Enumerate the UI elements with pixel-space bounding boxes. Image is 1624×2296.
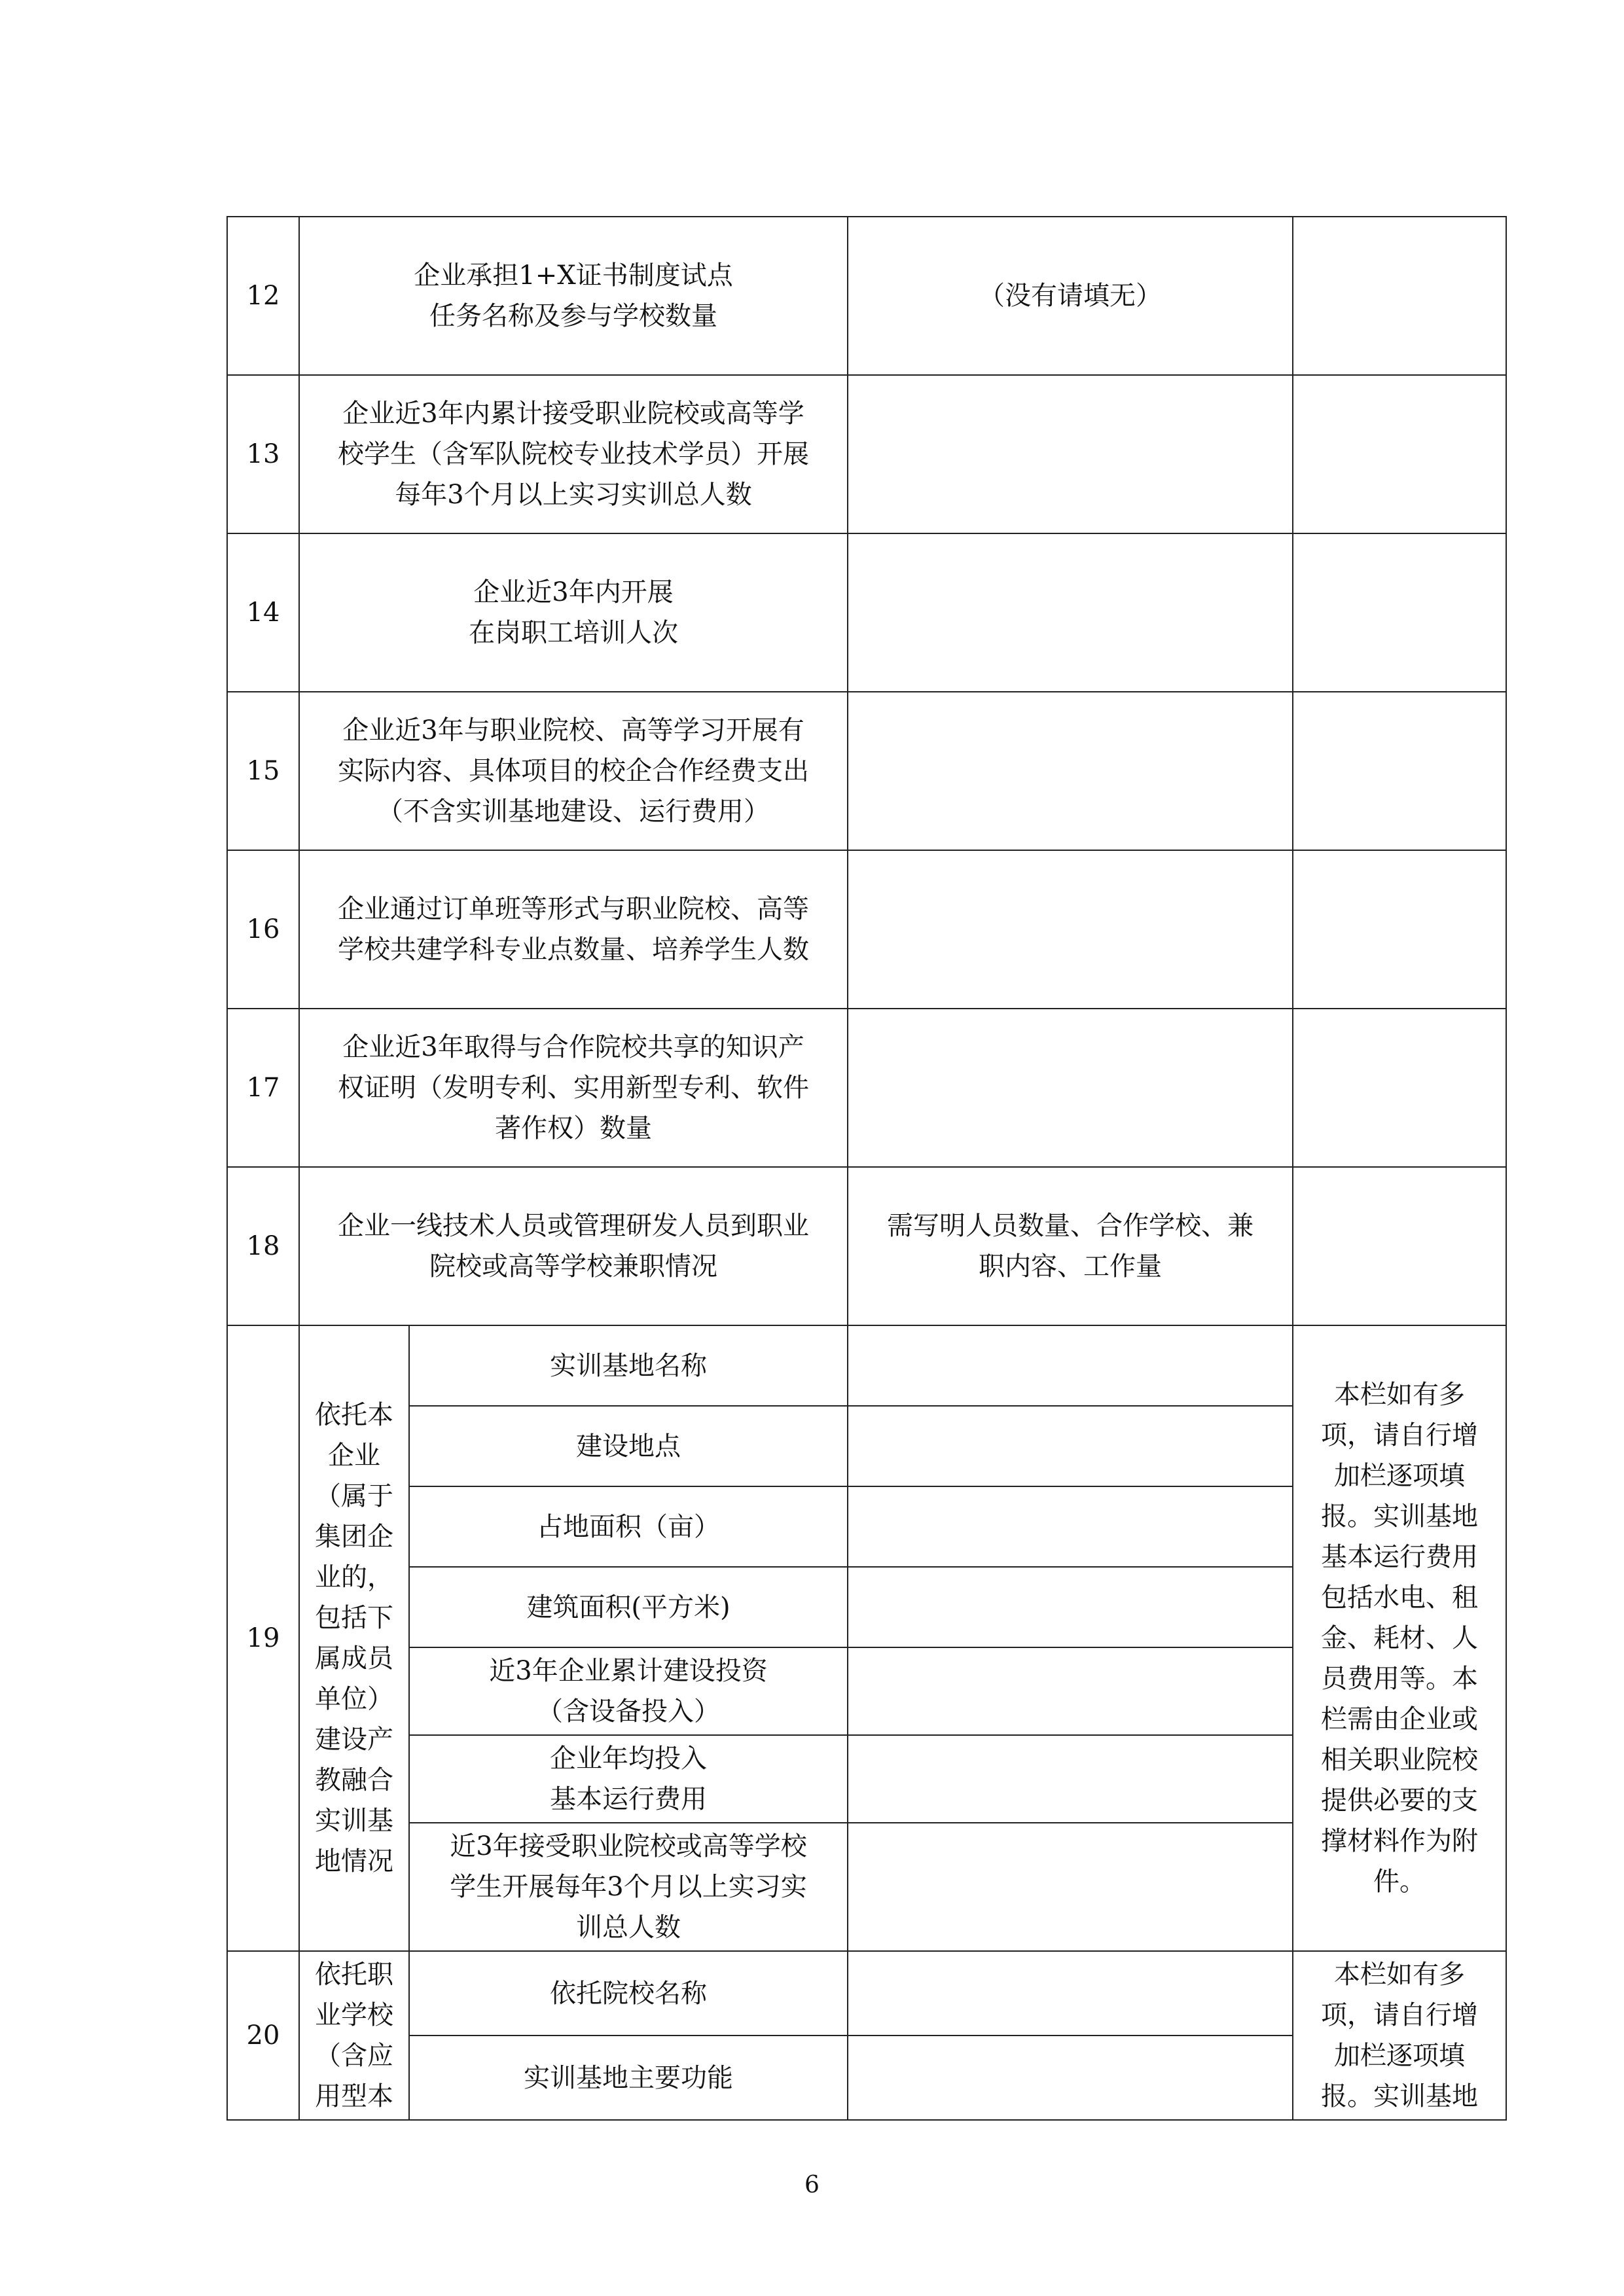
note-cell[interactable] [1293, 850, 1506, 1009]
table-row [227, 1325, 1506, 1406]
value-cell[interactable] [848, 1486, 1293, 1567]
item-label: 企业通过订单班等形式与职业院校、高等 学校共建学科专业点数量、培养学生人数 [299, 850, 848, 1009]
value-cell[interactable]: （没有请填无） [848, 217, 1293, 375]
table-row [227, 692, 1506, 850]
value-cell[interactable] [848, 1735, 1293, 1823]
row-number: 17 [227, 1009, 299, 1167]
subitem-label: 建筑面积(平方米) [409, 1567, 848, 1647]
value-cell[interactable] [848, 1325, 1293, 1406]
table-row [227, 1167, 1506, 1325]
row-number: 13 [227, 375, 299, 533]
row-number: 12 [227, 217, 299, 375]
value-cell[interactable] [848, 1823, 1293, 1951]
table-row [227, 217, 1506, 375]
table-row [227, 850, 1506, 1009]
page-number: 6 [804, 2172, 820, 2198]
subitem-label: 占地面积（亩） [409, 1486, 848, 1567]
note-cell[interactable] [1293, 692, 1506, 850]
value-cell[interactable] [848, 1647, 1293, 1735]
note-cell[interactable] [1293, 1009, 1506, 1167]
item-label: 企业一线技术人员或管理研发人员到职业 院校或高等学校兼职情况 [299, 1167, 848, 1325]
item-label: 企业近3年内累计接受职业院校或高等学 校学生（含军队院校专业技术学员）开展 每年3个月以上实习实训总人数 [299, 375, 848, 533]
value-cell[interactable]: 需写明人员数量、合作学校、兼 职内容、工作量 [848, 1167, 1293, 1325]
subitem-label: 依托院校名称 [409, 1951, 848, 2036]
subitem-label: 实训基地名称 [409, 1325, 848, 1406]
item-label: 企业近3年内开展 在岗职工培训人次 [299, 533, 848, 692]
note-cell[interactable] [1293, 533, 1506, 692]
item-label: 企业近3年与职业院校、高等学习开展有 实际内容、具体项目的校企合作经费支出 （不含实训基地建设、运行费用） [299, 692, 848, 850]
note-cell: 本栏如有多 项，请自行增 加栏逐项填 报。实训基地 基本运行费用 包括水电、租 金、耗材、人 员费用等。本 栏需由企业或 相关职业院校 提供必要的支 撑材料作为附 件。 [1293, 1325, 1506, 1951]
table-row [227, 1009, 1506, 1167]
subitem-label: 实训基地主要功能 [409, 2036, 848, 2120]
row-number: 18 [227, 1167, 299, 1325]
table-row [227, 375, 1506, 533]
value-cell[interactable] [848, 1406, 1293, 1486]
note-cell: 本栏如有多 项，请自行增 加栏逐项填 报。实训基地 [1293, 1951, 1506, 2120]
subitem-label: 企业年均投入 基本运行费用 [409, 1735, 848, 1823]
subitem-label: 近3年接受职业院校或高等学校 学生开展每年3个月以上实习实 训总人数 [409, 1823, 848, 1951]
category-label: 依托职 业学校 （含应 用型本 [299, 1951, 409, 2120]
value-cell[interactable] [848, 375, 1293, 533]
table-row [227, 1951, 1506, 2036]
item-label: 企业近3年取得与合作院校共享的知识产 权证明（发明专利、实用新型专利、软件 著作权）数量 [299, 1009, 848, 1167]
value-cell[interactable] [848, 2036, 1293, 2120]
row-number: 20 [227, 1951, 299, 2120]
row-number: 15 [227, 692, 299, 850]
note-cell[interactable] [1293, 1167, 1506, 1325]
value-cell[interactable] [848, 1951, 1293, 2036]
row-number: 14 [227, 533, 299, 692]
row-number: 16 [227, 850, 299, 1009]
value-cell[interactable] [848, 1567, 1293, 1647]
category-label: 依托本 企业 （属于 集团企 业的， 包括下 属成员 单位） 建设产 教融合 实训基 地情况 [299, 1325, 409, 1951]
note-cell[interactable] [1293, 217, 1506, 375]
note-cell[interactable] [1293, 375, 1506, 533]
row-number: 19 [227, 1325, 299, 1951]
value-cell[interactable] [848, 692, 1293, 850]
table-row [227, 533, 1506, 692]
value-cell[interactable] [848, 533, 1293, 692]
subitem-label: 近3年企业累计建设投资 （含设备投入） [409, 1647, 848, 1735]
subitem-label: 建设地点 [409, 1406, 848, 1486]
value-cell[interactable] [848, 850, 1293, 1009]
value-cell[interactable] [848, 1009, 1293, 1167]
application-form-table [226, 216, 1507, 2121]
item-label: 企业承担1+X证书制度试点 任务名称及参与学校数量 [299, 217, 848, 375]
